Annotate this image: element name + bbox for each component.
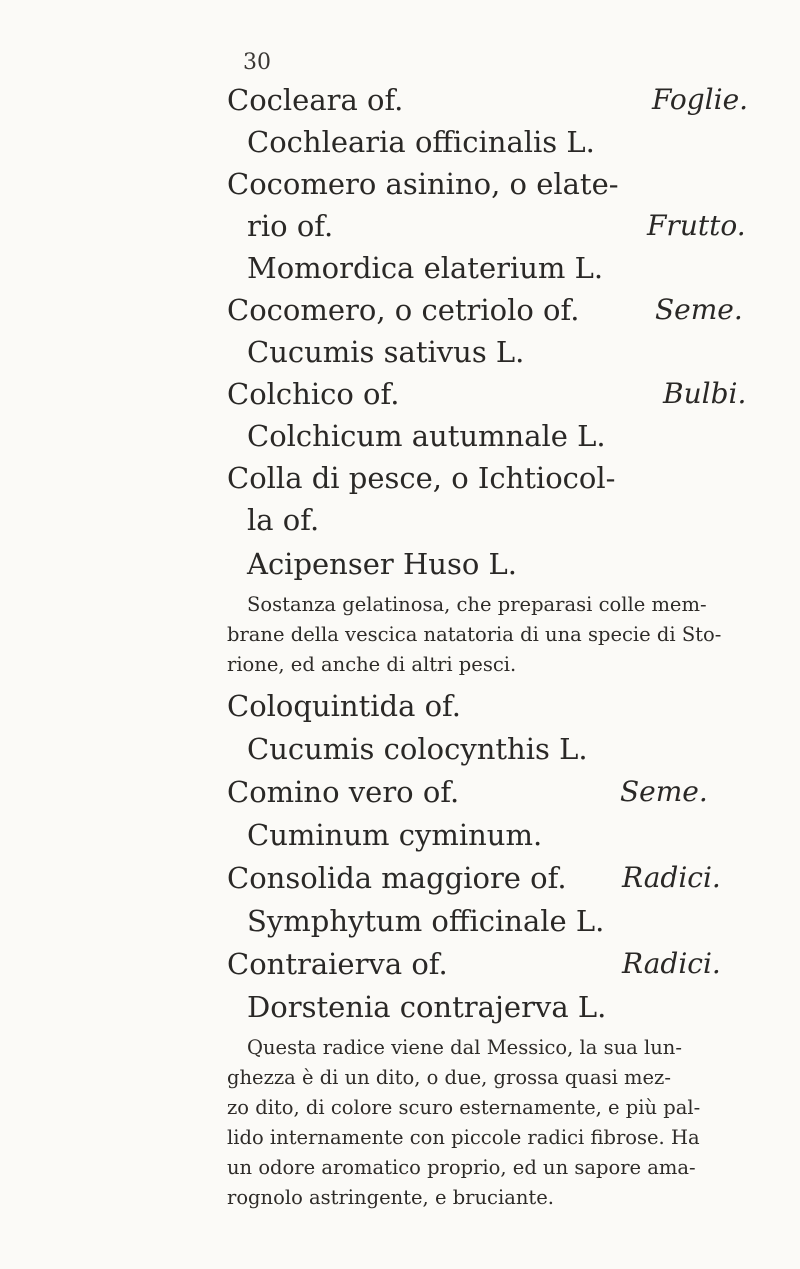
- entry-part: Radici.: [622, 947, 721, 980]
- note-line: [0, 1033, 800, 1063]
- entry-line: [0, 772, 800, 812]
- entry-text: Consolida maggiore of.: [227, 861, 567, 895]
- entry-line: [0, 500, 800, 540]
- entry-text: Colla di pesce, o Ichtiocol-: [227, 461, 616, 495]
- entry-line: [0, 374, 800, 414]
- entry-text: Momordica elaterium L.: [247, 251, 604, 285]
- entry-line: [0, 686, 800, 726]
- entry-part: Seme.: [655, 293, 743, 326]
- page-number: 30: [243, 50, 271, 75]
- entry-text: Cucumis sativus L.: [247, 335, 525, 369]
- entry-text: Coloquintida of.: [227, 689, 461, 723]
- entry-line: [0, 416, 800, 456]
- note-text: ghezza è di un dito, o due, grossa quasi mez-: [227, 1066, 671, 1089]
- entry-text: Contraierva of.: [227, 947, 448, 981]
- note-line: [0, 1093, 800, 1123]
- entry-line: [0, 815, 800, 855]
- note-line: [0, 1063, 800, 1093]
- entry-text: Cocomero asinino, o elate-: [227, 167, 619, 201]
- note-text: Sostanza gelatinosa, che preparasi colle mem-: [247, 593, 707, 616]
- entry-text: Colchico of.: [227, 377, 400, 411]
- entry-line: [0, 729, 800, 769]
- entry-line: [0, 248, 800, 288]
- entry-line: [0, 458, 800, 498]
- entry-line: [0, 858, 800, 898]
- entry-text: Colchicum autumnale L.: [247, 419, 606, 453]
- entry-line: [0, 80, 800, 120]
- entry-part: Seme.: [620, 775, 708, 808]
- note-text: rione, ed anche di altri pesci.: [227, 653, 517, 676]
- entry-text: Cocomero, o cetriolo of.: [227, 293, 580, 327]
- entry-line: [0, 901, 800, 941]
- entry-line: [0, 944, 800, 984]
- entry-text: Dorstenia contrajerva L.: [247, 990, 607, 1024]
- note-line: [0, 1123, 800, 1153]
- entry-line: [0, 290, 800, 330]
- note-line: [0, 1153, 800, 1183]
- note-text: zo dito, di colore scuro esternamente, e più pal-: [227, 1096, 701, 1119]
- note-line: [0, 650, 800, 680]
- entry-text: Cochlearia officinalis L.: [247, 125, 595, 159]
- entry-text: Cuminum cyminum.: [247, 818, 543, 852]
- entry-part: Frutto.: [647, 209, 746, 242]
- entry-text: Comino vero of.: [227, 775, 460, 809]
- note-line: [0, 1183, 800, 1213]
- entry-line: [0, 164, 800, 204]
- entry-text: Cocleara of.: [227, 83, 404, 117]
- note-text: Questa radice viene dal Messico, la sua lun-: [247, 1036, 682, 1059]
- note-text: rognolo astringente, e bruciante.: [227, 1186, 554, 1209]
- entry-line: [0, 544, 800, 584]
- note-line: [0, 590, 800, 620]
- entry-line: [0, 987, 800, 1027]
- entry-text: la of.: [247, 503, 320, 537]
- entry-part: Bulbi.: [663, 377, 747, 410]
- entry-part: Foglie.: [652, 83, 749, 116]
- note-text: lido internamente con piccole radici fibrose. Ha: [227, 1126, 700, 1149]
- note-text: brane della vescica natatoria di una specie di Sto-: [227, 623, 722, 646]
- entry-line: [0, 122, 800, 162]
- entry-part: Radici.: [622, 861, 721, 894]
- entry-text: Cucumis colocynthis L.: [247, 732, 588, 766]
- note-text: un odore aromatico proprio, ed un sapore ama-: [227, 1156, 696, 1179]
- entry-line: [0, 332, 800, 372]
- entry-line: [0, 206, 800, 246]
- entry-text: Acipenser Huso L.: [247, 547, 517, 581]
- entry-text: Symphytum officinale L.: [247, 904, 605, 938]
- entry-text: rio of.: [247, 209, 334, 243]
- note-line: [0, 620, 800, 650]
